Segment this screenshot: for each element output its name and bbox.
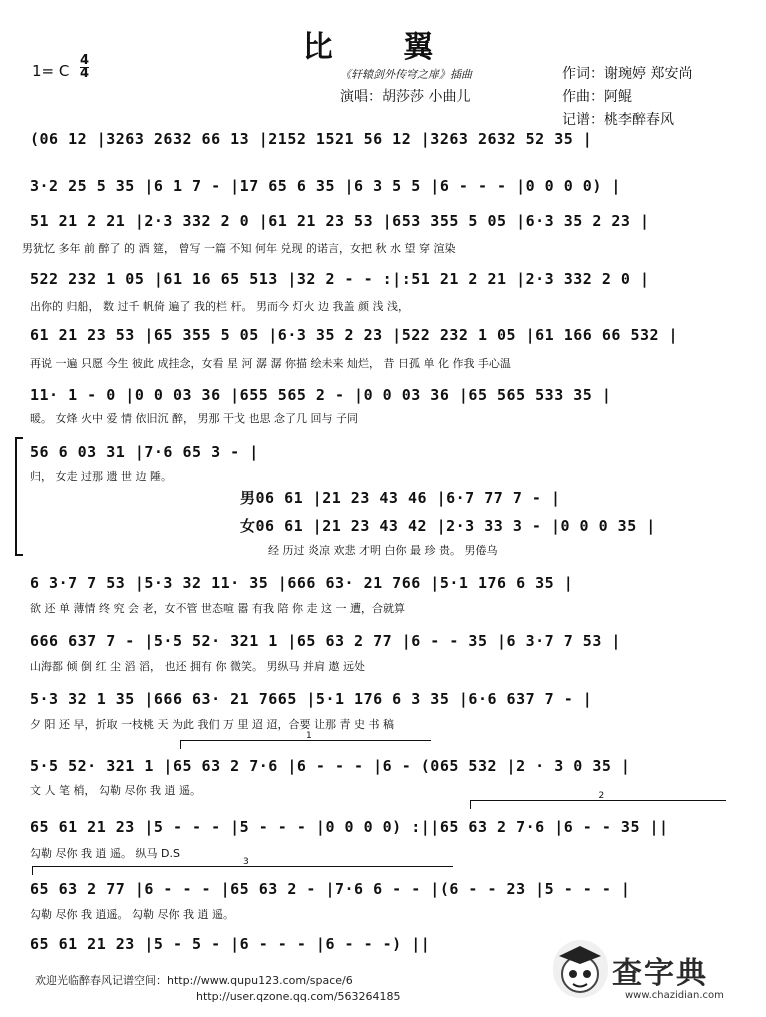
notation-row-10: 6 3·7 7 53 |5·3 32 11· 35 |666 63· 21 766 |5·1 176 6 35 |: [30, 574, 574, 592]
notation-row-5: 61 21 23 53 |65 355 5 05 |6·3 35 2 23 |522 232 1 05 |61 166 66 532 |: [30, 326, 679, 344]
notation-row-3: 51 21 2 21 |2·3 332 2 0 |61 21 23 53 |653 355 5 05 |6·3 35 2 23 |: [30, 212, 650, 230]
lyric-row-15: 勾勒 尽你 我 逍遥。 勾勒 尽你 我 逍 遥。: [30, 908, 234, 921]
watermark-text: 查字典: [612, 956, 708, 991]
notation-row-14: 65 61 21 23 |5 - - - |5 - - - |0 0 0 0) :||65 63 2 7·6 |6 - - 35 ||: [30, 818, 669, 836]
lyric-row-13: 文 人 笔 梢， 勾勒 尽你 我 逍 遥。: [30, 784, 201, 797]
time-signature: [80, 55, 89, 80]
lyric-row-4: 出你的 归船， 数 过千 帆倚 遍了 我的栏 杆。 男而今 灯火 边 我盖 颜 浅 浅，: [30, 300, 409, 313]
notation-row-12: 5·3 32 1 35 |666 63· 21 7665 |5·1 176 6 3 35 |6·6 637 7 - |: [30, 690, 593, 708]
notation-row-13: 5·5 52· 321 1 |65 63 2 7·6 |6 - - - |6 - (065 532 |2 · 3 0 35 |: [30, 757, 631, 775]
lyric-row-6: 暖。 女烽 火中 爱 情 依旧沉 醉， 男那 干戈 也思 念了几 回与 子同: [30, 412, 358, 425]
notation-row-15: 65 63 2 77 |6 - - - |65 63 2 - |7·6 6 - - |(6 - - 23 |5 - - - |: [30, 880, 631, 898]
lyric-row-7: 归， 女走 过那 遗 世 边 陲。: [30, 470, 172, 483]
notation-row-2: 3·2 25 5 35 |6 1 7 - |17 65 6 35 |6 3 5 5 |6 - - - |0 0 0 0) |: [30, 177, 621, 195]
singers: 演唱：胡莎莎 小曲儿: [340, 89, 471, 105]
notation-row-9: 女06 61 |21 23 43 42 |2·3 33 3 - |0 0 0 35 |: [240, 517, 656, 535]
lyric-row-11: 山海都 倾 倒 红 尘 滔 滔， 也还 拥有 你 微笑。 男纵马 并肩 遨 远处: [30, 660, 365, 673]
watermark-mascot-icon: [553, 940, 608, 998]
lyric-row-9: 经 历过 炎凉 欢悲 才明 白你 最 珍 贵。 男倦乌: [268, 544, 498, 557]
volta-3: 3: [32, 866, 453, 875]
footer-line-1: 欢迎光临醉春风记谱空间：http://www.qupu123.com/space/6: [35, 974, 353, 987]
notation-row-11: 666 637 7 - |5·5 52· 321 1 |65 63 2 77 |6 - - 35 |6 3·7 7 53 |: [30, 632, 621, 650]
lyricist: 作词：谢琬婷 郑安尚: [562, 66, 693, 82]
notation-row-6: 11· 1 - 0 |0 0 03 36 |655 565 2 - |0 0 03 36 |65 565 533 35 |: [30, 386, 612, 404]
score-title: 比 翼: [302, 30, 464, 65]
footer-line-2: http://user.qzone.qq.com/563264185: [196, 990, 401, 1003]
composer: 作曲：阿鲲: [562, 89, 632, 105]
watermark-url: www.chazidian.com: [625, 990, 724, 1001]
notation-row-7: 56 6 03 31 |7·6 65 3 - |: [30, 443, 259, 461]
lyric-row-5: 再说 一遍 只愿 今生 彼此 成挂念，女看 星 河 潺 潺 你描 绘未来 灿烂， 昔 日孤 单 化 作我 手心温: [30, 357, 511, 370]
system-bracket: [15, 437, 23, 556]
lyric-row-3: 男犹忆 多年 前 醉了 的 酒 筵， 曾写 一篇 不知 何年 兑现 的诺言，女把 秋 水 望 穿 渲染: [22, 242, 456, 255]
lyric-row-10: 欲 还 单 薄情 终 究 会 老，女不管 世态喧 嚣 有我 陪 你 走 这 一 遭，合就算: [30, 602, 405, 615]
notation-row-8: 男06 61 |21 23 43 46 |6·7 77 7 - |: [240, 489, 561, 507]
transcriber: 记谱：桃李醉春风: [562, 112, 674, 128]
volta-2: 2: [470, 800, 726, 809]
source-note: 《轩辕剑外传穹之扉》插曲: [340, 68, 472, 81]
lyric-row-14: 勾勒 尽你 我 逍 遥。 纵马 D.S: [30, 847, 180, 860]
volta-1: 1: [180, 740, 431, 749]
lyric-row-12: 夕 阳 还 早，折取 一枝桃 天 为此 我们 万 里 迢 迢，合要 让那 青 史 书 稿: [30, 718, 394, 731]
meter-bottom: 4: [80, 66, 90, 81]
meter-top: 4: [80, 53, 90, 68]
notation-row-16: 65 61 21 23 |5 - 5 - |6 - - - |6 - - -) ||: [30, 935, 431, 953]
key-signature: 1= C: [32, 62, 70, 80]
notation-row-4: 522 232 1 05 |61 16 65 513 |32 2 - - :|:51 21 2 21 |2·3 332 2 0 |: [30, 270, 650, 288]
notation-row-1: (06 12 |3263 2632 66 13 |2152 1521 56 12 |3263 2632 52 35 |: [30, 130, 593, 148]
